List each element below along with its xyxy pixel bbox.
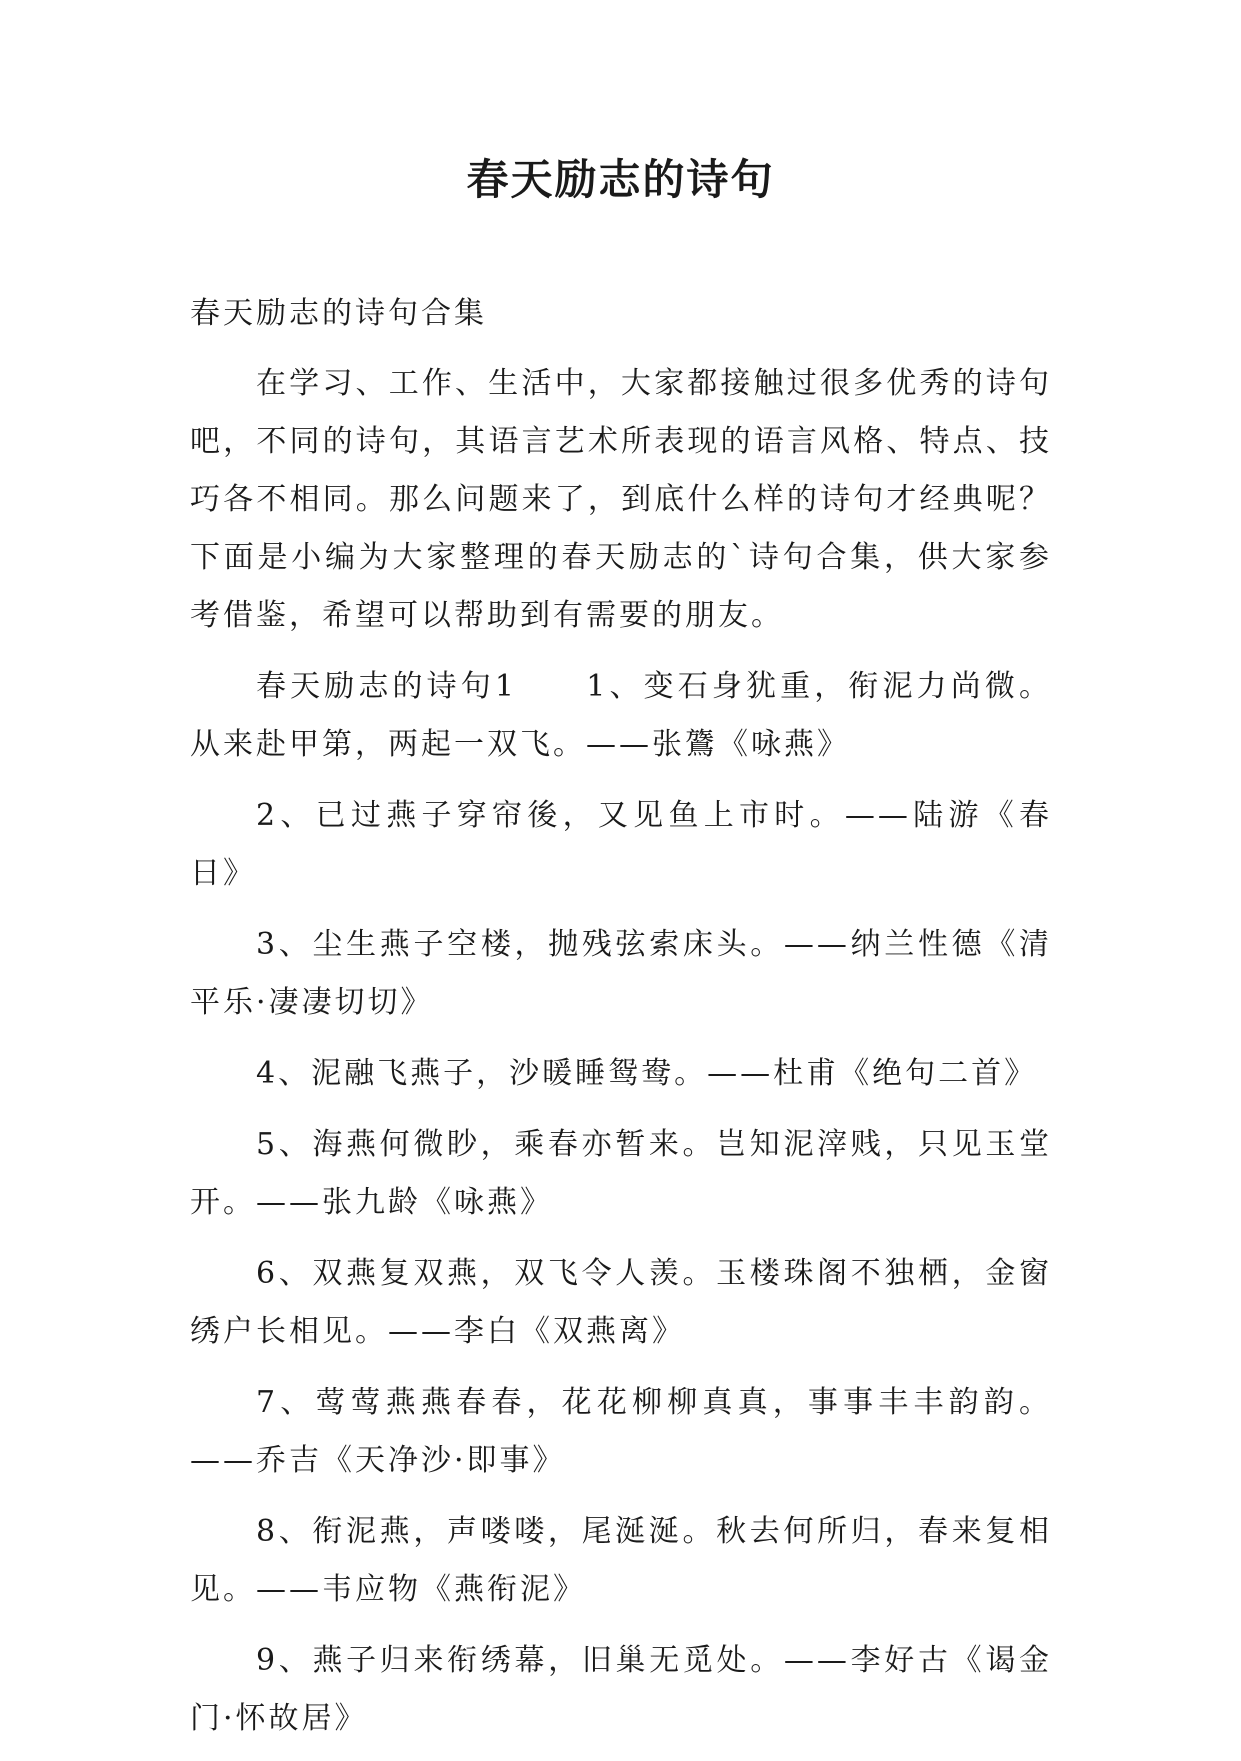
poem-line-8: 8、衔泥燕，声喽喽，尾涎涎。秋去何所归，春来复相见。——韦应物《燕衔泥》 <box>190 1514 1052 1607</box>
poem-line-4: 4、泥融飞燕子，沙暖睡鸳鸯。——杜甫《绝句二首》 <box>256 1056 1038 1091</box>
poem-line-1: 春天励志的诗句1 1、变石身犹重，衔泥力尚微。从来赴甲第，两起一双飞。——张鷟《咏燕》 <box>190 669 1052 762</box>
poem-line-7: 7、莺莺燕燕春春，花花柳柳真真，事事丰丰韵韵。——乔吉《天净沙·即事》 <box>190 1385 1052 1478</box>
poem-line-2: 2、已过燕子穿帘後，又见鱼上市时。——陆游《春日》 <box>190 798 1052 891</box>
poem-line-3: 3、尘生燕子空楼，抛残弦索床头。——纳兰性德《清平乐·凄凄切切》 <box>190 927 1052 1020</box>
page-title: 春天励志的诗句 <box>466 155 775 204</box>
poem-line-5: 5、海燕何微眇，乘春亦暂来。岂知泥滓贱，只见玉堂开。——张九龄《咏燕》 <box>190 1127 1052 1220</box>
document-subtitle: 春天励志的诗句合集 <box>190 296 487 331</box>
poem-line-6: 6、双燕复双燕，双飞令人羡。玉楼珠阁不独栖，金窗绣户长相见。——李白《双燕离》 <box>190 1256 1052 1349</box>
poem-line-9: 9、燕子归来衔绣幕，旧巢无觅处。——李好古《谒金门·怀故居》 <box>190 1643 1052 1736</box>
document-body <box>190 285 1052 1761</box>
intro-paragraph: 在学习、工作、生活中，大家都接触过很多优秀的诗句吧，不同的诗句，其语言艺术所表现的语言风格、特点、技巧各不相同。那么问题来了，到底什么样的诗句才经典呢？下面是小编为大家整理的春天励志的`诗句合集，供大家参考借鉴，希望可以帮助到有需要的朋友。 <box>190 366 1052 633</box>
